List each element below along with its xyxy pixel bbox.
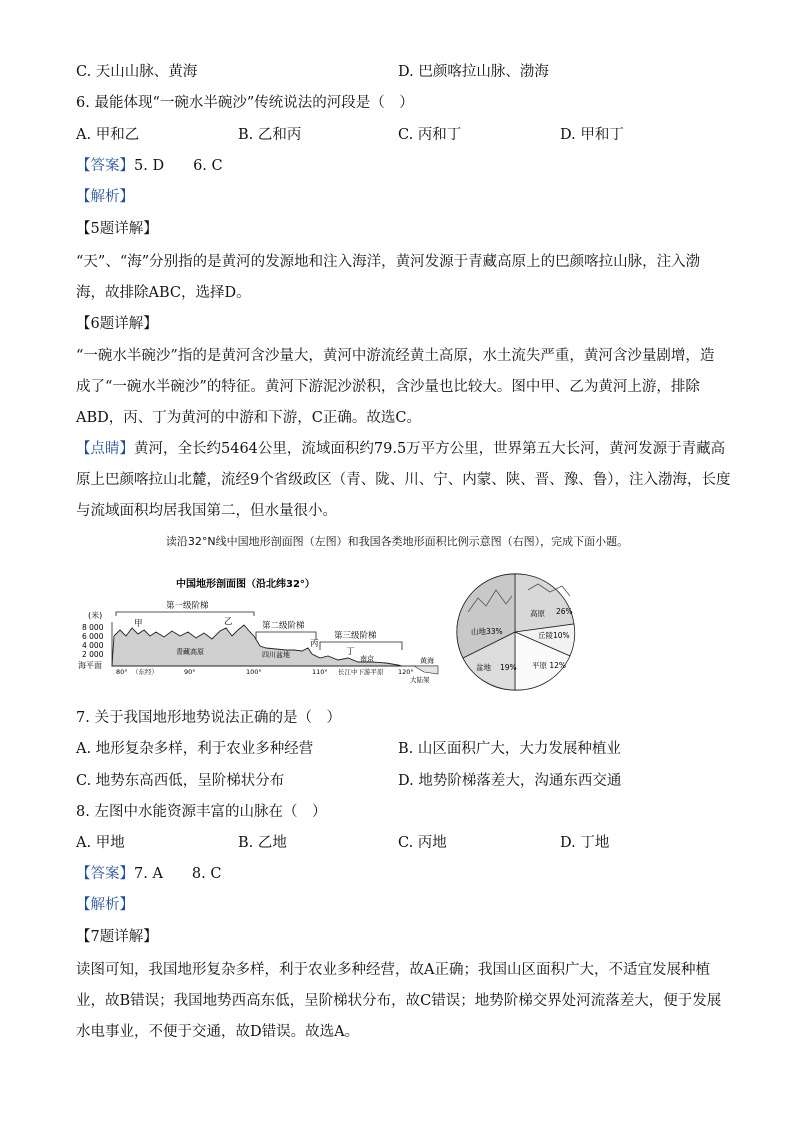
label-plain: 长江中下游平原 [338,668,384,676]
q6-option-b: B. 乙和丙 [238,127,302,143]
q6-detail-line1: “一碗水半碗沙”指的是黄河含沙量大，黄河中游流经黄土高原，水土流失严重，黄河含沙量剧增，造 [76,348,715,364]
profile-title: 中国地形剖面图（沿北纬32°） [176,579,315,590]
y-tick-2000: 2 000 [82,650,104,659]
answer-text-2: 7. A 8. C [134,866,222,882]
pie-label-basin-pct: 19% [500,663,517,672]
q5-detail-line1: “天”、“海”分别指的是黄河的发源地和注入海洋，黄河发源于青藏高原上的巴颜喀拉山脉，注入渤 [76,254,701,270]
sea-level-label: 海平面 [78,661,102,670]
answer-5-6 [76,156,223,176]
answer-tag-2: 【答案】 [76,866,134,882]
lon-90: 90° [184,668,196,676]
q6-option-c: C. 丙和丁 [398,127,462,143]
analysis-heading-2: 【解析】 [76,897,134,913]
lon-100: 100° [246,668,262,676]
q8-option-c: C. 丙地 [398,835,447,851]
q6-stem: 6. 最能体现“一碗水半碗沙”传统说法的河段是（ ） [76,95,414,111]
lon-80: 80° [116,668,128,676]
q7-detail-line1: 读图可知，我国地形复杂多样，利于农业多种经营，故A正确；我国山区面积广大，不适宜发展种植 [76,962,710,978]
tip-line3: 与流域面积均居我国第二，但水量很小。 [76,503,337,519]
tip-line2: 原上巴颜喀拉山北麓，流经9个省级政区（青、陇、川、宁、内蒙、陕、晋、豫、鲁），注入渤海，长度 [76,472,731,488]
q6-detail-line3: ABD，丙、丁为黄河的中游和下游，C正确。故选C。 [76,410,421,426]
q7-stem: 7. 关于我国地形地势说法正确的是（ ） [76,710,341,726]
q6-option-d: D. 甲和丁 [560,127,624,143]
label-yi: 乙 [224,617,233,627]
q5-detail-line2: 海，故排除ABC，选择D。 [76,285,251,301]
label-sichuan: 四川盆地 [262,651,290,659]
analysis-heading: 【解析】 [76,189,134,205]
q6-detail-line2: 成了“一碗水半碗沙”的特征。黄河下游泥沙淤积，含沙量也比较大。图中甲、乙为黄河上游，排除 [76,379,700,395]
answer-text: 5. D 6. C [134,158,223,174]
figure-area [76,570,726,699]
figure-caption: 读沿32°N线中国地形剖面图（左图）和我国各类地形面积比例示意图（右图），完成下面小题。 [165,535,629,548]
tip-text: 黄河，全长约5464公里，流域面积约79.5万平方公里，世界第五大长河，黄河发源于青藏高 [134,441,726,457]
lon-120: 120° [398,668,414,676]
answer-tag: 【答案】 [76,158,134,174]
step1-bracket [116,612,254,616]
label-ding: 丁 [346,647,355,657]
label-bing: 丙 [310,639,319,649]
label-yellow-sea: 黄海 [420,657,434,665]
q8-stem: 8. 左图中水能资源丰富的山脉在（ ） [76,804,327,820]
y-tick-4000: 4 000 [82,641,104,650]
step2-bracket [256,632,316,640]
label-shelf: 大陆架 [410,676,430,684]
profile-unit: (米) [88,611,103,620]
step1-label: 第一级阶梯 [166,601,209,611]
q7-option-c: C. 地势东高西低，呈阶梯状分布 [76,773,285,789]
q8-option-a: A. 甲地 [76,835,125,851]
answer-7-8 [76,864,221,884]
label-jia: 甲 [134,619,143,629]
pie-label-basin: 盆地 [476,663,491,672]
q6-detail-title: 【6题详解】 [76,316,158,332]
step2-label: 第二级阶梯 [262,621,305,631]
q5-option-d: D. 巴颜喀拉山脉、渤海 [398,64,549,80]
q7-option-a: A. 地形复杂多样，利于农业多种经营 [76,741,314,757]
pie-slice-plateau [515,574,574,632]
y-tick-6000: 6 000 [82,632,104,641]
q7-detail-line3: 水电事业，不便于交通，故D错误。故选A。 [76,1024,360,1040]
lon-east: （东经） [132,668,158,676]
step3-bracket [320,642,402,650]
q5-detail-title: 【5题详解】 [76,221,158,237]
pie-label-mountain: 山地33% [471,627,503,636]
q7-option-b: B. 山区面积广大，大力发展种植业 [398,741,621,757]
figures-svg [76,570,726,695]
pie-label-hills: 丘陵10% [538,631,570,640]
q5-option-c: C. 天山山脉、黄海 [76,64,198,80]
label-nanjing: 南京 [360,655,374,663]
q7-detail-title: 【7题详解】 [76,929,158,945]
q7-detail-line2: 业，故B错误；我国地势西高东低，呈阶梯状分布，故C错误；地势阶梯交界处河流落差大，便于发展 [76,993,722,1009]
q8-option-b: B. 乙地 [238,835,287,851]
q6-option-a: A. 甲和乙 [76,127,140,143]
label-qinghai-tibet: 青藏高原 [176,648,204,656]
lon-110: 110° [312,668,328,676]
step3-label: 第三级阶梯 [334,631,377,641]
q7-option-d: D. 地势阶梯落差大，沟通东西交通 [398,773,622,789]
pie-label-plateau-pct: 26% [556,607,573,616]
pie-label-plateau: 高原 [530,609,545,618]
y-tick-8000: 8 000 [82,623,104,632]
pie-label-plain: 平原 12% [532,661,567,670]
q8-option-d: D. 丁地 [560,835,610,851]
tip-line1 [76,439,725,459]
tip-tag: 【点睛】 [76,441,134,457]
